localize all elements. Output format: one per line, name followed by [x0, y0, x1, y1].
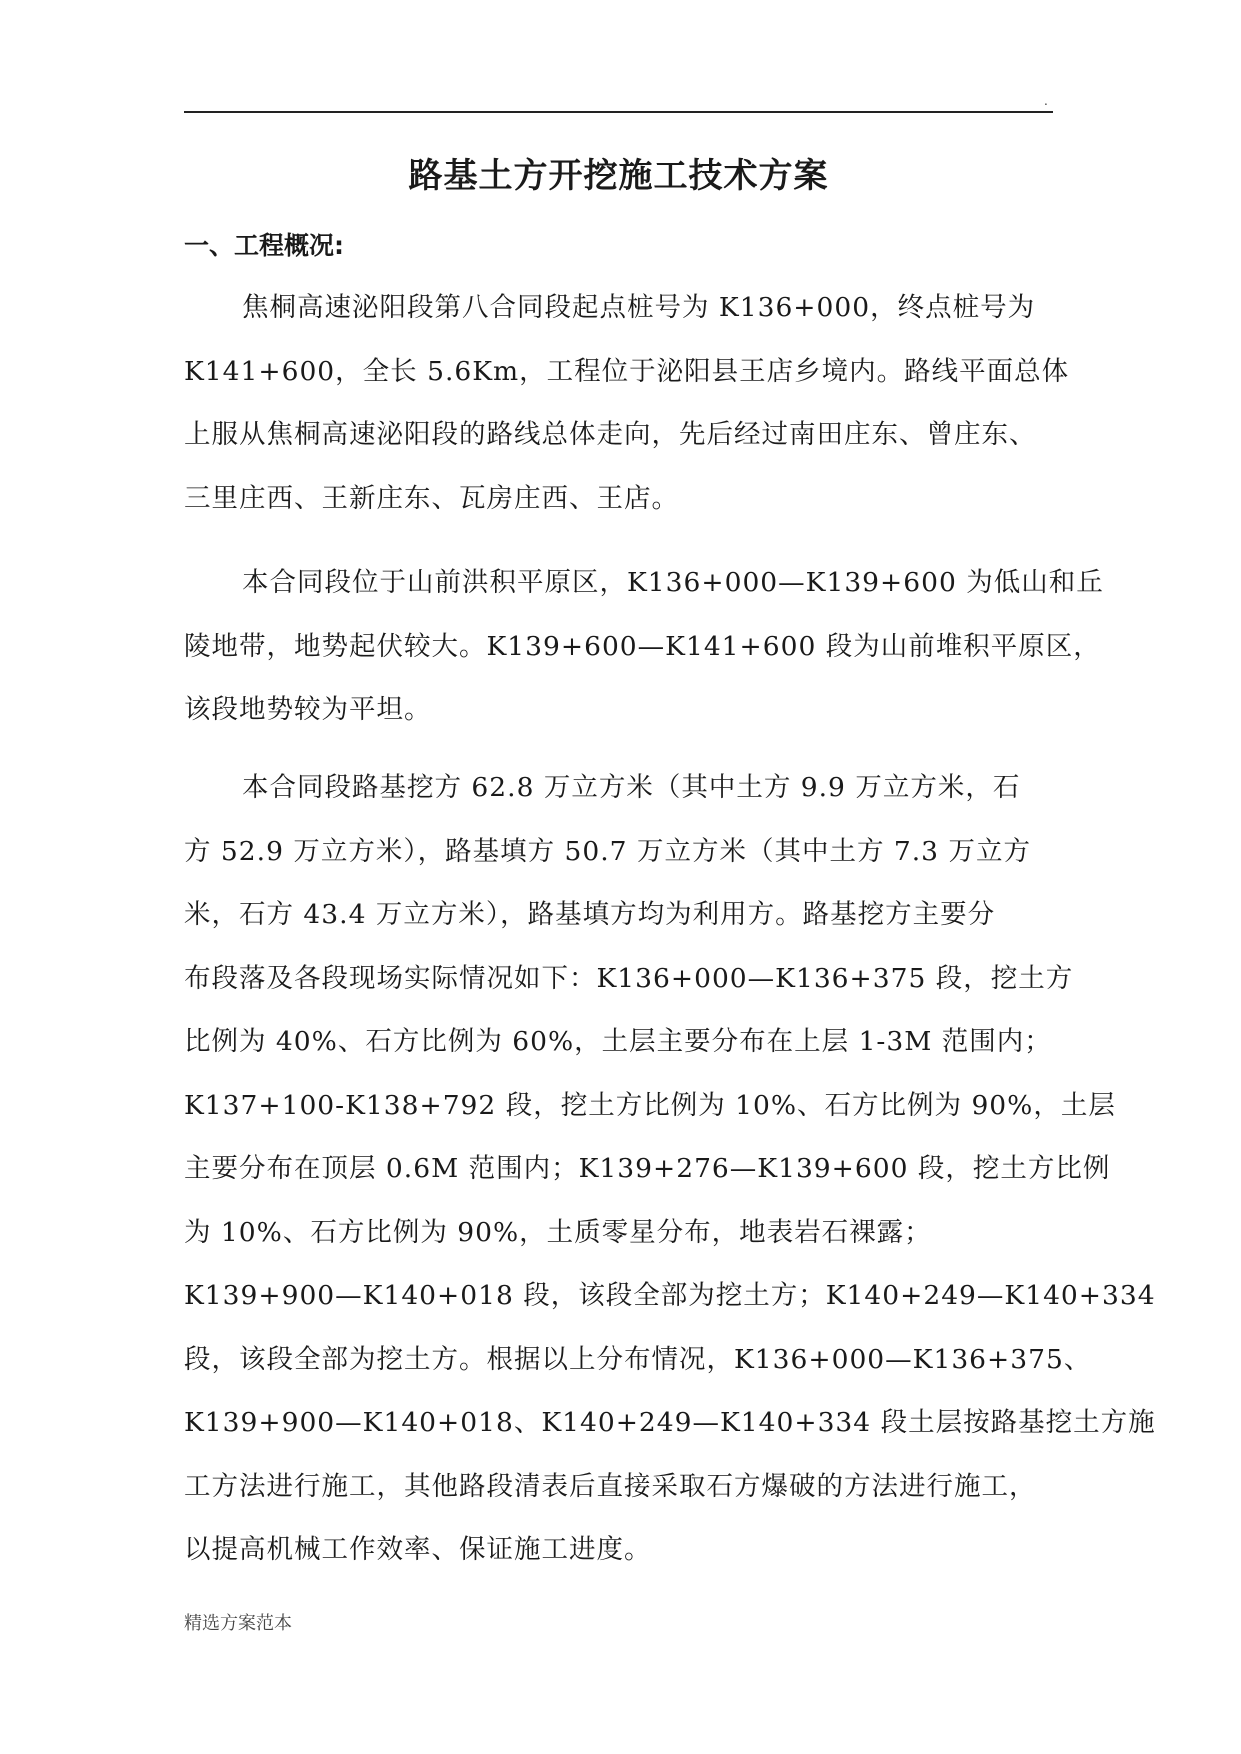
paragraph-line: 陵地带，地势起伏较大。K139+600—K141+600 段为山前堆积平原区，: [184, 630, 1101, 662]
paragraph-line: 段，该段全部为挖土方。根据以上分布情况，K136+000—K136+375、: [184, 1343, 1092, 1375]
paragraph-line: 为 10%、石方比例为 90%，土质零星分布，地表岩石裸露；: [184, 1216, 932, 1248]
paragraph-project-location: [184, 276, 1070, 530]
paragraph-terrain: [184, 551, 1104, 742]
paragraph-line: K137+100-K138+792 段，挖土方比例为 10%、石方比例为 90%，土层: [184, 1089, 1116, 1121]
paragraph-line: 主要分布在顶层 0.6M 范围内；K139+276—K139+600 段，挖土方比例: [184, 1153, 1111, 1184]
paragraph-line: 上服从焦桐高速泌阳段的路线总体走向，先后经过南田庄东、曾庄东、: [184, 419, 1037, 450]
paragraph-line: 该段地势较为平坦。: [184, 694, 432, 725]
paragraph-line: K141+600，全长 5.6Km，工程位于泌阳县王店乡境内。路线平面总体: [184, 355, 1070, 387]
paragraph-line: 方 52.9 万立方米），路基填方 50.7 万立方米（其中土方 7.3 万立方: [184, 835, 1031, 867]
paragraph-line: 三里庄西、王新庄东、瓦房庄西、王店。: [184, 482, 679, 514]
paragraph-line: 焦桐高速泌阳段第八合同段起点桩号为 K136+000，终点桩号为: [242, 292, 1036, 323]
paragraph-line: 米，石方 43.4 万立方米），路基填方均为利用方。路基挖方主要分: [184, 899, 996, 930]
header-rule: [184, 111, 1053, 113]
paragraph-line: 工方法进行施工，其他路段清表后直接采取石方爆破的方法进行施工，: [184, 1470, 1037, 1502]
paragraph-line: K139+900—K140+018 段，该段全部为挖土方；K140+249—K140+334: [184, 1280, 1156, 1311]
paragraph-line: 比例为 40%、石方比例为 60%，土层主要分布在上层 1-3M 范围内；: [184, 1026, 1052, 1057]
document-title: 路基土方开挖施工技术方案: [408, 156, 829, 196]
paragraph-line: K139+900—K140+018、K140+249—K140+334 段土层按路基挖土方施: [184, 1407, 1156, 1438]
section-heading: 一、工程概况:: [184, 231, 344, 260]
paragraph-line: 以提高机械工作效率、保证施工进度。: [184, 1534, 652, 1565]
paragraph-line: 本合同段位于山前洪积平原区，K136+000—K139+600 为低山和丘: [242, 567, 1104, 598]
page-footer: 精选方案范本: [184, 1613, 292, 1634]
paragraph-earthwork-quantities: [184, 756, 1156, 1582]
paragraph-line: 本合同段路基挖方 62.8 万立方米（其中土方 9.9 万立方米，石: [242, 772, 1021, 803]
header-mark: .: [1044, 94, 1048, 108]
paragraph-line: 布段落及各段现场实际情况如下：K136+000—K136+375 段，挖土方: [184, 962, 1074, 994]
